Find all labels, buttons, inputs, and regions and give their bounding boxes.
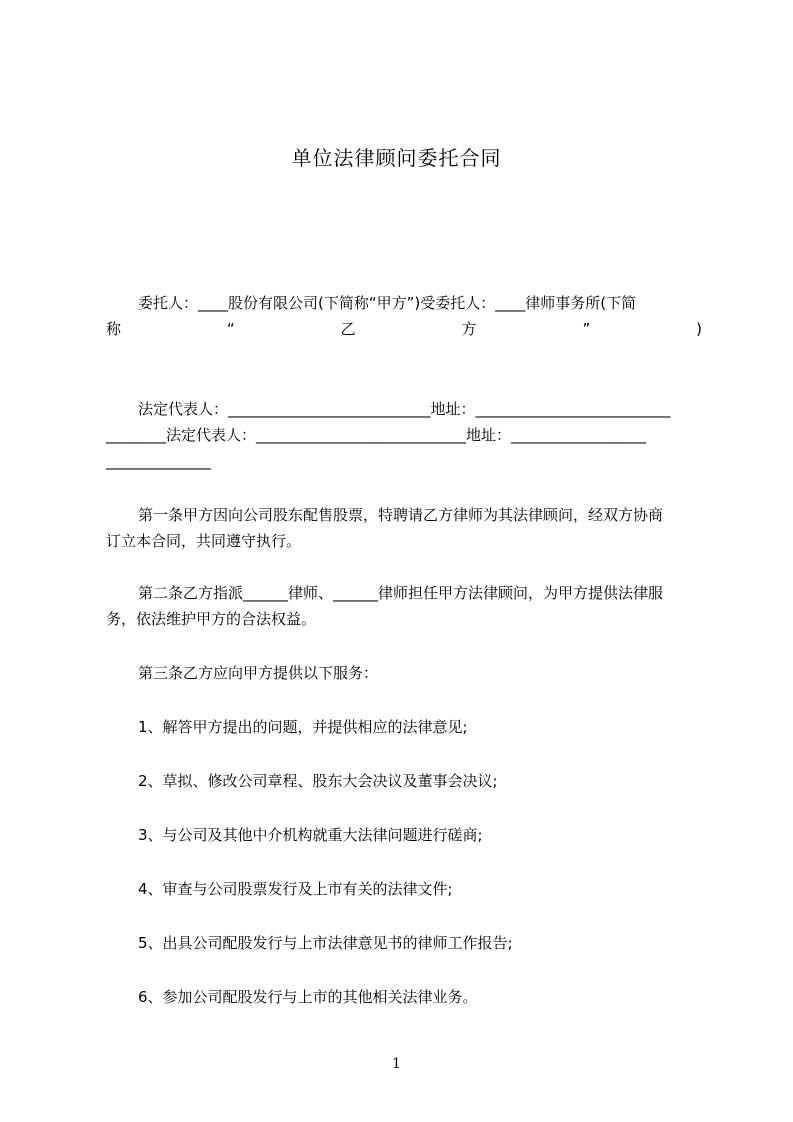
article-1-line-1: 第一条甲方因向公司股东配售股票，特聘请乙方律师为其法律顾问，经双方协商 <box>138 506 664 524</box>
article-3-item <box>106 876 702 902</box>
parties-line-2-char: 乙 <box>340 320 356 338</box>
article-3-item <box>106 930 702 956</box>
list-item: 6、参加公司配股发行与上市的其他相关法律业务。 <box>138 988 478 1006</box>
parties-line-2-char: “ <box>226 320 235 338</box>
document-title: 单位法律顾问委托合同 <box>291 146 502 170</box>
representatives-line-3: ______________ <box>106 452 211 470</box>
article-3-item <box>106 984 702 1010</box>
list-item: 3、与公司及其他中介机构就重大法律问题进行磋商; <box>138 826 483 844</box>
article-2-line-2: 务，依法维护甲方的合法权益。 <box>106 610 317 628</box>
parties-line-1: 委托人：____股份有限公司(下简称“甲方”)受委托人：____律师事务所(下简 <box>138 294 637 312</box>
page-number: 1 <box>392 1056 401 1072</box>
article-2 <box>106 580 702 632</box>
article-2-line-1: 第二条乙方指派______律师、______律师担任甲方法律顾问，为甲方提供法律服 <box>138 584 664 602</box>
representatives-line-1: 法定代表人：___________________________地址：__________________________ <box>138 400 671 418</box>
article-3-heading <box>106 660 702 686</box>
article-1 <box>106 502 702 554</box>
representatives-line-2: ________法定代表人：____________________________地址：__________________ <box>106 426 647 444</box>
list-item: 5、出具公司配股发行与上市法律意见书的律师工作报告; <box>138 934 513 952</box>
parties-line-2 <box>106 316 702 342</box>
parties-paragraph <box>106 290 702 342</box>
parties-line-2-char: ) <box>696 320 702 338</box>
article-3-item <box>106 768 702 794</box>
list-item: 4、审查与公司股票发行及上市有关的法律文件; <box>138 880 453 898</box>
parties-line-2-char: 称 <box>106 320 122 338</box>
list-item: 2、草拟、修改公司章程、股东大会决议及董事会决议; <box>138 772 498 790</box>
parties-line-2-char: ” <box>582 320 591 338</box>
article-3-item <box>106 714 702 740</box>
parties-line-2-char: 方 <box>461 320 477 338</box>
article-3-heading-text: 第三条乙方应向甲方提供以下服务： <box>138 664 379 682</box>
article-1-line-2: 订立本合同，共同遵守执行。 <box>106 532 302 550</box>
list-item: 1、解答甲方提出的问题，并提供相应的法律意见; <box>138 718 468 736</box>
article-3-item <box>106 822 702 848</box>
representatives-paragraph <box>106 396 702 474</box>
